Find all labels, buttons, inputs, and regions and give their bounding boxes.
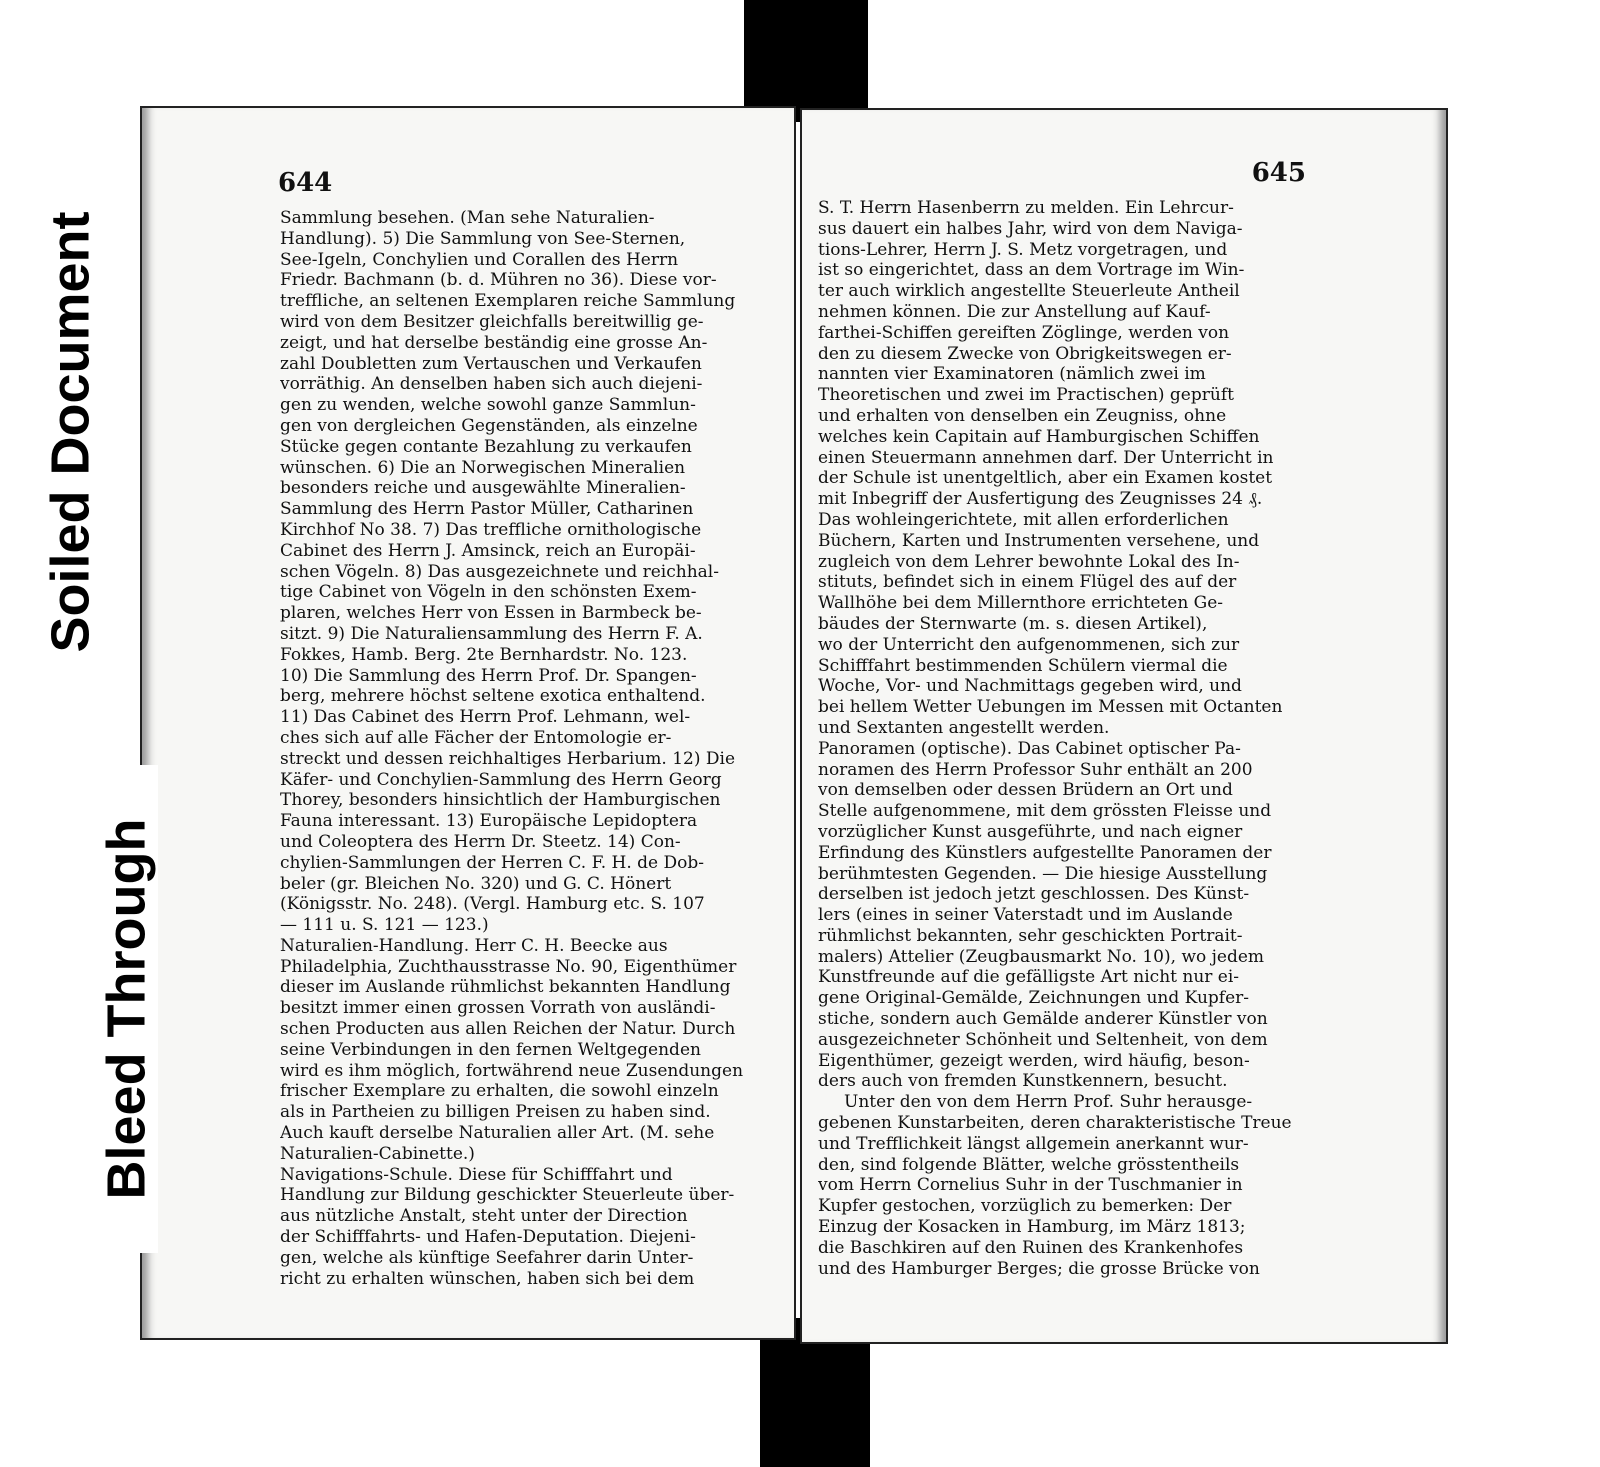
text-line: einen Steuermann annehmen darf. Der Unterricht in [818, 447, 1274, 468]
text-line: und Sextanten angestellt werden. [818, 717, 1110, 738]
text-line: noramen des Herrn Professor Suhr enthält an 200 [818, 759, 1253, 780]
text-line: ist so eingerichtet, dass an dem Vortrage im Win- [818, 260, 1245, 281]
text-line: vorräthig. An denselben haben sich auch diejeni- [280, 374, 703, 395]
text-line: tige Cabinet von Vögeln in den schönsten Exem- [280, 582, 697, 603]
text-line: Auch kauft derselbe Naturalien aller Art. (M. sehe [280, 1123, 715, 1144]
text-line: welches kein Capitain auf Hamburgischen Schiffen [818, 426, 1260, 447]
text-line: tions-Lehrer, Herrn J. S. Metz vorgetragen, und [818, 239, 1228, 260]
text-line: berg, mehrere höchst seltene exotica enthaltend. [280, 686, 706, 707]
text-line: nannten vier Examinatoren (nämlich zwei im [818, 364, 1206, 385]
text-line: lers (eines in seiner Vaterstadt und im Auslande [818, 905, 1233, 926]
left-page-text [280, 208, 780, 1289]
text-line: Panoramen (optische). Das Cabinet optischer Pa- [818, 738, 1241, 759]
text-line: Theoretischen und zwei im Practischen) geprüft [818, 385, 1234, 406]
text-line: Handlung zur Bildung geschickter Steuerleute über- [280, 1185, 735, 1206]
binding-spine-top [744, 0, 868, 122]
text-line: derselben ist jedoch jetzt geschlossen. Des Künst- [818, 884, 1250, 905]
text-line: vom Herrn Cornelius Suhr in der Tuschmanier in [818, 1175, 1243, 1196]
text-line: wird es ihm möglich, fortwährend neue Zusendungen [280, 1060, 744, 1081]
text-line: Handlung). 5) Die Sammlung von See-Sternen, [280, 228, 686, 249]
text-line: beler (gr. Bleichen No. 320) und G. C. Hönert [280, 873, 672, 894]
text-line: Sammlung des Herrn Pastor Müller, Catharinen [280, 499, 694, 520]
text-line: Friedr. Bachmann (b. d. Mühren no 36). Diese vor- [280, 270, 717, 291]
text-line: und Trefflichkeit längst allgemein anerkannt wur- [818, 1133, 1249, 1154]
text-line: farthei-Schiffen gereiften Zöglinge, werden von [818, 322, 1230, 343]
text-line: Eigenthümer, gezeigt werden, wird häufig, beson- [818, 1050, 1250, 1071]
text-line: der Schifffahrts- und Hafen-Deputation. Diejeni- [280, 1227, 696, 1248]
text-line: — 111 u. S. 121 — 123.) [280, 915, 489, 936]
bleed-through-label-text: Bleed Through [96, 818, 157, 1200]
text-line: gebenen Kunstarbeiten, deren charakteristische Treue [818, 1113, 1292, 1134]
text-line: besonders reiche und ausgewählte Mineralien- [280, 478, 686, 499]
soiled-document-label-text: Soiled Document [41, 211, 102, 653]
text-line: den, sind folgende Blätter, welche grösstentheils [818, 1154, 1240, 1175]
text-line: von demselben oder dessen Brüdern an Ort und [818, 780, 1233, 801]
text-line: treffliche, an seltenen Exemplaren reiche Sammlung [280, 291, 736, 312]
page-number-left: 644 [278, 168, 333, 198]
text-line: Naturalien-Cabinette.) [280, 1143, 475, 1164]
soiled-document-label [40, 172, 102, 692]
text-line: besitzt immer einen grossen Vorrath von ausländi- [280, 998, 716, 1019]
text-line: dieser im Auslande rühmlichst bekannten Handlung [280, 977, 731, 998]
text-line: der Schule ist unentgeltlich, aber ein Examen kostet [818, 468, 1273, 489]
text-line: Fauna interessant. 13) Europäische Lepidoptera [280, 811, 698, 832]
text-line: zahl Doubletten zum Vertauschen und Verkaufen [280, 353, 702, 374]
text-line: Kunstfreunde auf die gefälligste Art nicht nur ei- [818, 967, 1240, 988]
text-line: wird von dem Besitzer gleichfalls bereitwillig ge- [280, 311, 704, 332]
text-line: 11) Das Cabinet des Herrn Prof. Lehmann, wel- [280, 707, 691, 728]
text-line: plaren, welches Herr von Essen in Barmbeck be- [280, 603, 702, 624]
text-line: gene Original-Gemälde, Zeichnungen und Kupfer- [818, 988, 1250, 1009]
text-line: Thorey, besonders hinsichtlich der Hamburgischen [280, 790, 721, 811]
text-line: 10) Die Sammlung des Herrn Prof. Dr. Spangen- [280, 665, 697, 686]
text-line: Schifffahrt bestimmenden Schülern viermal die [818, 655, 1228, 676]
text-line: Kirchhof No 38. 7) Das treffliche ornithologische [280, 519, 702, 540]
text-line: als in Partheien zu billigen Preisen zu haben sind. [280, 1102, 711, 1123]
text-line: nehmen können. Die zur Anstellung auf Kauf- [818, 301, 1211, 322]
text-line: Erfindung des Künstlers aufgestellte Panoramen der [818, 842, 1272, 863]
text-line: Naturalien-Handlung. Herr C. H. Beecke aus [280, 935, 668, 956]
text-line: Stücke gegen contante Bezahlung zu verkaufen [280, 436, 692, 457]
text-line: und des Hamburger Berges; die grosse Brücke von [818, 1258, 1260, 1279]
page-number-right: 645 [1251, 158, 1306, 188]
text-line: malers) Attelier (Zeugbausmarkt No. 10), wo jedem [818, 946, 1265, 967]
text-line: ter auch wirklich angestellte Steuerleute Antheil [818, 281, 1240, 302]
text-line: stituts, befindet sich in einem Flügel des auf der [818, 572, 1237, 593]
text-line: mit Inbegriff der Ausfertigung des Zeugnisses 24 ₰. [818, 489, 1263, 510]
text-line: Das wohleingerichtete, mit allen erforderlichen [818, 509, 1229, 530]
text-line: sus dauert ein halbes Jahr, wird von dem Naviga- [818, 218, 1243, 239]
text-line: Unter den von dem Herrn Prof. Suhr herausge- [844, 1092, 1253, 1113]
text-line: schen Vögeln. 8) Das ausgezeichnete und reichhal- [280, 561, 719, 582]
text-line: zeigt, und hat derselbe beständig eine grosse An- [280, 332, 708, 353]
text-line: gen, welche als künftige Seefahrer darin Unter- [280, 1247, 694, 1268]
text-line: frischer Exemplare zu erhalten, die sowohl einzeln [280, 1081, 719, 1102]
text-line: richt zu erhalten wünschen, haben sich bei dem [280, 1268, 695, 1289]
text-line: (Königsstr. No. 248). (Vergl. Hamburg etc. S. 107 [280, 894, 705, 915]
text-line: Käfer- und Conchylien-Sammlung des Herrn Georg [280, 769, 722, 790]
text-line: Kupfer gestochen, vorzüglich zu bemerken: Der [818, 1196, 1232, 1217]
text-line: Fokkes, Hamb. Berg. 2te Bernhardstr. No. 123. [280, 644, 688, 665]
text-line: Woche, Vor- und Nachmittags gegeben wird, und [818, 676, 1242, 697]
text-line: wo der Unterricht den aufgenommenen, sich zur [818, 634, 1240, 655]
text-line: Philadelphia, Zuchthausstrasse No. 90, Eigenthümer [280, 956, 737, 977]
text-line: S. T. Herrn Hasenberrn zu melden. Ein Lehrcur- [818, 198, 1234, 218]
text-line: den zu diesem Zwecke von Obrigkeitswegen er- [818, 343, 1232, 364]
text-line: ausgezeichneter Schönheit und Seltenheit, von dem [818, 1029, 1268, 1050]
text-line: Sammlung besehen. (Man sehe Naturalien- [280, 208, 655, 228]
text-line: schen Producten aus allen Reichen der Natur. Durch [280, 1019, 736, 1040]
right-page [800, 108, 1448, 1344]
text-line: aus nützliche Anstalt, steht unter der Direction [280, 1206, 688, 1227]
text-line: und erhalten von denselben ein Zeugniss, ohne [818, 405, 1227, 426]
text-line: vorzüglicher Kunst ausgeführte, und nach eigner [818, 821, 1243, 842]
left-page [140, 106, 796, 1340]
text-line: gen zu wenden, welche sowohl ganze Sammlun- [280, 395, 696, 416]
bleed-through-label [94, 765, 158, 1253]
text-line: Navigations-Schule. Diese für Schifffahrt und [280, 1164, 673, 1185]
text-line: berühmtesten Gegenden. — Die hiesige Ausstellung [818, 863, 1268, 884]
text-line: ches sich auf alle Fächer der Entomologie er- [280, 727, 672, 748]
text-line: seine Verbindungen in den fernen Weltgegenden [280, 1039, 701, 1060]
text-line: die Baschkiren auf den Ruinen des Krankenhofes [818, 1237, 1244, 1258]
text-line: Stelle aufgenommene, mit dem grössten Fleisse und [818, 801, 1272, 822]
text-line: gen von dergleichen Gegenständen, als einzelne [280, 415, 698, 436]
text-line: zugleich von dem Lehrer bewohnte Lokal des In- [818, 551, 1240, 572]
text-line: Büchern, Karten und Instrumenten versehene, und [818, 530, 1260, 551]
text-line: stiche, sondern auch Gemälde anderer Künstler von [818, 1009, 1268, 1030]
text-line: Einzug der Kosacken in Hamburg, im März 1813; [818, 1217, 1246, 1238]
text-line: ders auch von fremden Kunstkennern, besucht. [818, 1071, 1228, 1092]
text-line: wünschen. 6) Die an Norwegischen Mineralien [280, 457, 686, 478]
text-line: und Coleoptera des Herrn Dr. Steetz. 14) Con- [280, 831, 681, 852]
text-line: bei hellem Wetter Uebungen im Messen mit Octanten [818, 697, 1283, 718]
text-line: rühmlichst bekannten, sehr geschickten Portrait- [818, 925, 1243, 946]
text-line: See-Igeln, Conchylien und Corallen des Herrn [280, 249, 679, 270]
text-line: sitzt. 9) Die Naturaliensammlung des Herrn F. A. [280, 623, 703, 644]
text-line: streckt und dessen reichhaltiges Herbarium. 12) Die [280, 748, 736, 769]
text-line: Cabinet des Herrn J. Amsinck, reich an Europäi- [280, 540, 696, 561]
text-line: bäudes der Sternwarte (m. s. diesen Artikel), [818, 613, 1208, 634]
text-line: chylien-Sammlungen der Herren C. F. H. de Dob- [280, 852, 705, 873]
right-page-text [818, 198, 1326, 1279]
text-line: Wallhöhe bei dem Millernthore errichteten Ge- [818, 593, 1224, 614]
